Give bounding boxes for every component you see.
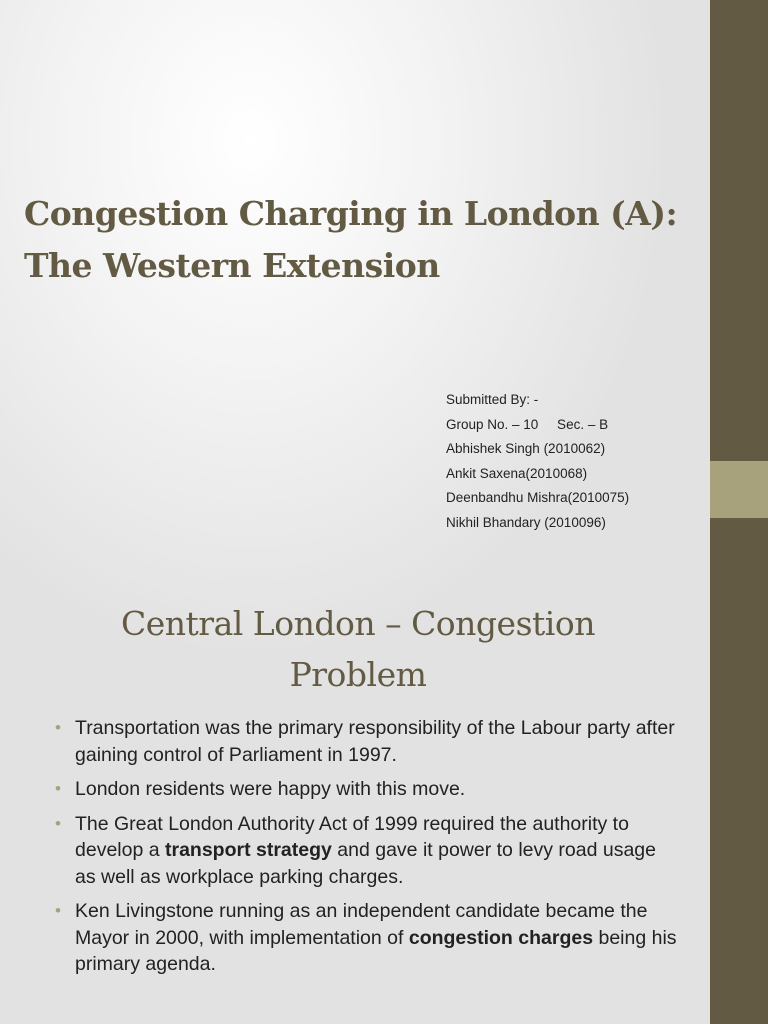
slide-title <box>24 188 724 292</box>
bullet-text: being his primary agenda. <box>75 926 677 975</box>
bullet-item <box>55 776 680 803</box>
bullet-text: and gave it power to levy road usage as well as workplace parking charges. <box>75 839 656 888</box>
submitted-by-heading: Submitted By: - <box>446 392 539 407</box>
bullet-bold-text: transport strategy <box>165 839 332 861</box>
bullet-item <box>55 898 680 978</box>
section-title-line-2: Problem <box>289 655 427 694</box>
bullet-icon: • <box>55 779 61 798</box>
submitted-by-block <box>446 388 629 535</box>
member-name: Nikhil Bhandary (2010096) <box>446 514 606 530</box>
bullet-icon: • <box>55 813 61 833</box>
member-name: Deenbandhu Mishra(2010075) <box>446 490 630 505</box>
section-title-line-1: Central London – Congestion <box>121 604 595 643</box>
bullet-icon: • <box>55 718 61 737</box>
bullet-icon: • <box>55 901 61 920</box>
bullet-list <box>55 715 680 986</box>
bullet-bold-text: congestion charges <box>408 926 594 949</box>
member-name: Abhishek Singh (2010062) <box>446 441 606 456</box>
bullet-item <box>55 811 680 891</box>
slide-title-line-2: The Western Extension <box>24 246 440 285</box>
section-title <box>0 598 716 700</box>
bullet-text: Transportation was the primary responsibility of the Labour party after gaining control of Parliament in 1997. <box>75 717 675 766</box>
bullet-item <box>55 715 680 768</box>
side-accent-block <box>710 461 768 518</box>
bullet-text: Ken Livingstone running as an independent candidate became the Mayor in 2000, with implementation of <box>75 900 648 949</box>
member-name: Ankit Saxena(2010068) <box>446 465 588 481</box>
slide-title-line-1: Congestion Charging in London (A): <box>24 194 678 233</box>
bullet-text: London residents were happy with this move. <box>75 778 466 800</box>
bullet-text: The Great London Authority Act of 1999 required the authority to develop a <box>75 812 629 861</box>
group-info: Group No. – 10 Sec. – B <box>446 416 609 432</box>
